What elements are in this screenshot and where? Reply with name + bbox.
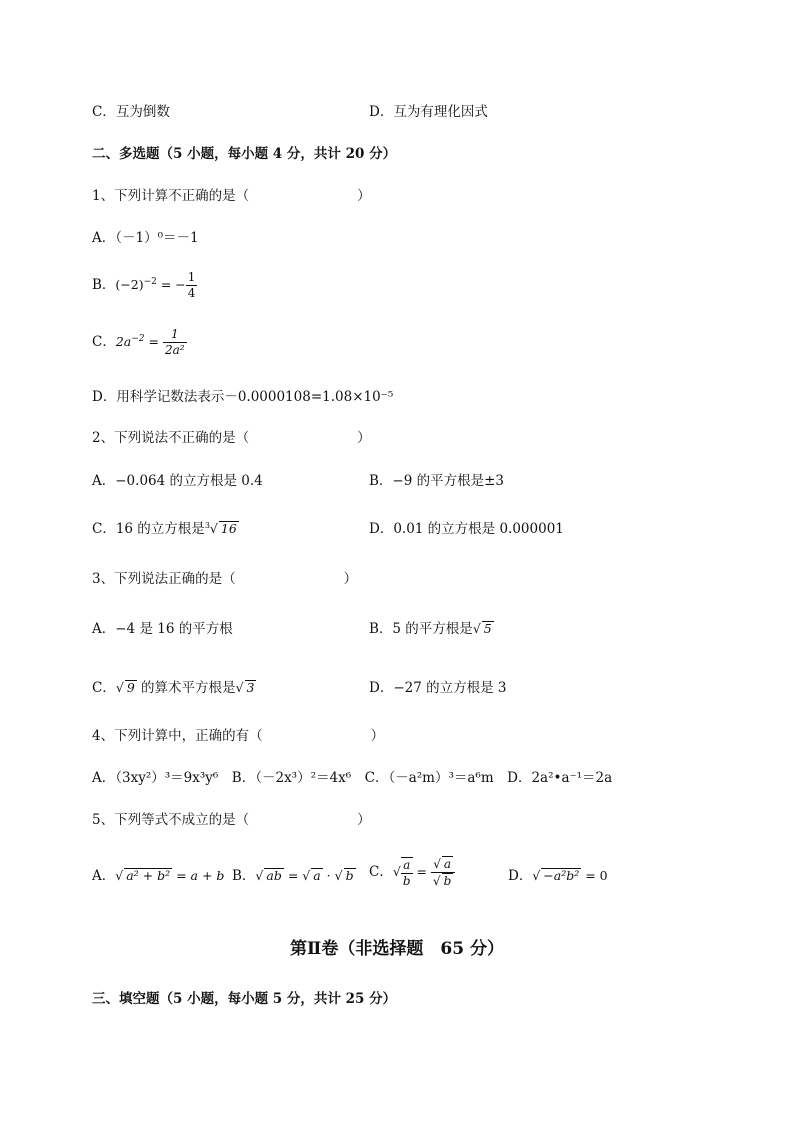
option-a: A．−4 是 16 的平方根	[92, 621, 233, 637]
math-expression: $(-2)^{-2}$ = − $\frac{1}{4}$	[115, 270, 196, 300]
fraction: $\frac{1}{\text{2a²}}$	[164, 327, 185, 357]
math-expression: √ $\frac{a}{b}$ = $\frac{√ a}{√ b}$	[393, 864, 455, 879]
math-expression: $2a^{-2}$ = $\frac{1}{\text{2a²}}$	[115, 327, 185, 357]
option-c: C．16 的立方根是$^3$√ 16	[92, 520, 237, 537]
math-expression: √ a² + b² = a + b	[115, 868, 225, 883]
option-c	[92, 327, 187, 358]
question-stem: 1、下列计算不正确的是（ ）	[92, 188, 371, 204]
square-root: √ 9	[115, 680, 135, 695]
option-label: C．	[92, 680, 116, 696]
section-heading: 三、填空题（5 小题，每小题 5 分，共计 25 分）	[92, 991, 397, 1007]
option-label: B．	[92, 277, 116, 293]
options-row: A．（3xy²）³＝9x³y⁶ B．（－2x³）²＝4x⁶ C．（－a²m）³＝a⁶m D．2a²•a⁻¹＝2a	[92, 770, 613, 786]
option-b	[232, 864, 356, 884]
option-label: A．	[92, 868, 116, 884]
option-label: C．	[92, 334, 116, 350]
option-d: D．0.01 的立方根是 0.000001	[369, 521, 564, 537]
question-stem: 2、下列说法不正确的是（ ）	[92, 430, 371, 446]
option-b: B．5 的平方根是√ 5	[369, 621, 492, 637]
option-b: B．−9 的平方根是±3	[369, 473, 505, 489]
option-d: D．用科学记数法表示－0.0000108=1.08×10⁻⁵	[92, 389, 394, 405]
option-label: B．	[232, 868, 256, 884]
option-label: C．	[369, 864, 393, 880]
fraction: $\frac{√ a}{√ b}$	[431, 856, 455, 889]
option-d	[508, 864, 608, 884]
option-c: C．互为倒数	[92, 104, 170, 120]
option-d: D．互为有理化因式	[369, 104, 488, 120]
cube-root: $^3$√ 16	[204, 520, 237, 536]
option-d: D．−27 的立方根是 3	[369, 680, 507, 696]
math-expression: √ ab = √ a · √ b	[255, 868, 354, 883]
section-heading: 二、多选题（5 小题，每小题 4 分，共计 20 分）	[92, 146, 397, 162]
option-c: C．√ 9 的算术平方根是√ 3	[92, 680, 255, 696]
question-stem: 4、下列计算中，正确的有（ ）	[92, 728, 385, 744]
square-root: √ 5	[472, 621, 492, 636]
math-expression: √ −a²b² = 0	[532, 868, 608, 883]
option-b	[92, 270, 197, 301]
part-title: 第Ⅱ卷（非选择题 65 分）	[290, 939, 504, 959]
question-stem: 5、下列等式不成立的是（ ）	[92, 812, 371, 828]
option-a: A．（－1）⁰＝－1	[92, 230, 199, 246]
square-root: √ 3	[235, 680, 255, 695]
question-stem: 3、下列说法正确的是（ ）	[92, 571, 358, 587]
option-a	[92, 864, 224, 884]
fraction: $\frac{a}{b}$	[402, 857, 411, 888]
fraction: $\frac{1}{4}$	[187, 270, 196, 300]
option-a: A．−0.064 的立方根是 0.4	[92, 473, 263, 489]
option-c	[369, 856, 455, 889]
option-label: D．	[508, 868, 533, 884]
